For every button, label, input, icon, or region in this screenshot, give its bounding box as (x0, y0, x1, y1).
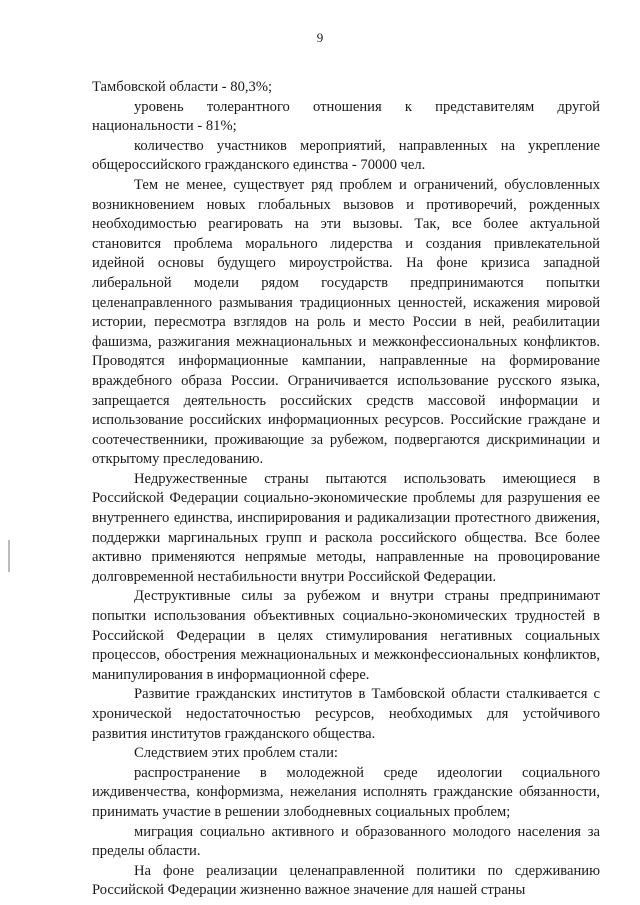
paragraph-11: На фоне реализации целенаправленной политики по сдерживанию Российской Федерации жизненно важное значение для нашей страны (92, 862, 600, 899)
document-body (92, 78, 600, 901)
paragraph-3: количество участников мероприятий, направленных на укрепление общероссийского гражданского единства - 70000 чел. (92, 137, 600, 174)
margin-mark (8, 540, 10, 572)
paragraph-4: Тем не менее, существует ряд проблем и ограничений, обусловленных возникновением новых глобальных вызовов и противоречий, рожденных необходимостью реагировать на эти вызовы. Так, все более актуальной становится проблема морального лидерства и создания привлекательной идейной основы будущего мироустройства. На фоне кризиса западной либеральной модели рядом государств предпринимаются попытки целенаправленного размывания традиционных ценностей, искажения мировой истории, пересмотра взглядов на роль и место России в ней, реабилитации фашизма, разжигания межнациональных и межконфессиональных конфликтов. Проводятся информационные кампании, направленные на формирование враждебного образа России. Ограничивается использование русского языка, запрещается деятельность российских средств массовой информации и использование российских информационных ресурсов. Российские граждане и соотечественники, проживающие за рубежом, подвергаются дискриминации и открытому преследованию. (92, 176, 600, 468)
paragraph-10: миграция социально активного и образованного молодого населения за пределы области. (92, 823, 600, 860)
paragraph-8: Следствием этих проблем стали: (134, 745, 338, 762)
paragraph-7: Развитие гражданских институтов в Тамбовской области сталкивается с хронической недостаточностью ресурсов, необходимых для устойчивого развития институтов гражданского общества. (92, 686, 600, 742)
paragraph-6: Деструктивные силы за рубежом и внутри страны предпринимают попытки использования объективных социально-экономических трудностей в Российской Федерации в целях стимулирования негативных социальных процессов, обострения межнациональных и межконфессиональных конфликтов, манипулирования в информационной сфере. (92, 588, 600, 683)
page-number: 9 (316, 30, 324, 45)
paragraph-1: Тамбовской области - 80,3%; (92, 79, 273, 95)
paragraph-2: уровень толерантного отношения к представителям другой национальности - 81%; (92, 98, 600, 135)
paragraph-9: распространение в молодежной среде идеологии социального иждивенчества, конформизма, нежелания исполнять гражданские обязанности, принимать участие в решении злободневных социальных проблем; (92, 764, 600, 820)
paragraph-5: Недружественные страны пытаются использовать имеющиеся в Российской Федерации социально-экономические проблемы для разрушения ее внутреннего единства, инспирирования и радикализации протестного движения, поддержки маргинальных групп и раскола российского общества. Все более активно применяются непрямые методы, направленные на провоцирование долговременной нестабильности внутри Российской Федерации. (92, 470, 600, 585)
